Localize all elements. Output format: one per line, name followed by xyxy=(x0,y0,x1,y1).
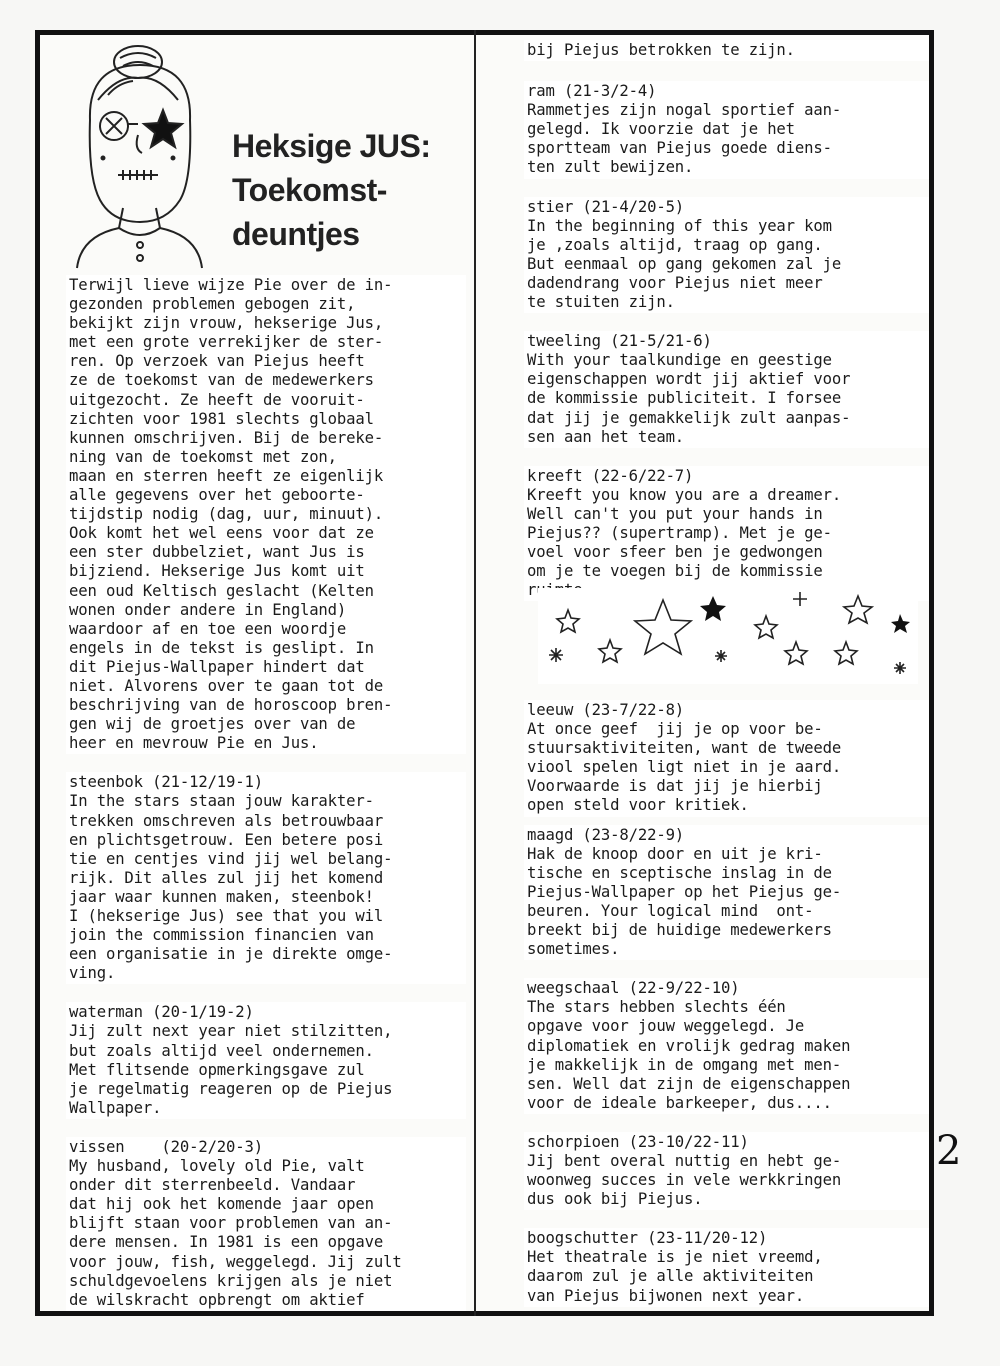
sign-title: stier (21-4/20-5) xyxy=(527,197,685,216)
heading-line-2: Toekomst- xyxy=(232,172,387,208)
right-horoscope-list-bottom xyxy=(524,700,929,1307)
sign-description: Kreeft you know you are a dreamer. Well can't you put your hands in Piejus?? (supertramp). Met je ge- voel voor sfeer ben je gedwongen om je te voegen bij de kommissie ruimte. xyxy=(527,485,842,600)
sign-description: Jij bent overal nuttig en hebt ge- woonweg succes in vele werkkringen dus ook bij Piejus. xyxy=(527,1151,842,1209)
horoscope-text xyxy=(524,1228,929,1306)
horoscope-entry xyxy=(524,978,929,1114)
horoscope-text xyxy=(524,1132,929,1210)
sign-title: schorpioen (23-10/22-11) xyxy=(527,1132,749,1151)
sign-description: My husband, lovely old Pie, valt onder dit sterrenbeeld. Vandaar dat hij ook het komende jaar open blijft staan voor problemen van an- dere mensen. In 1981 is een opgave voor jouw, fish, weggelegd. Jij zult schuldgevoelens krijgen als je niet de wilskracht opbrengt om aktief xyxy=(69,1157,402,1309)
heading-line-3: deuntjes xyxy=(232,216,360,252)
sign-description: With your taalkundige en geestige eigenschappen wordt jij aktief voor de kommissie publiciteit. I forsee dat jij je gemakkelijk zult aanpas- sen aan het team. xyxy=(527,351,851,446)
horoscope-text xyxy=(524,825,929,961)
horoscope-entry xyxy=(524,1228,929,1306)
article-heading xyxy=(232,124,431,256)
left-horoscope-list xyxy=(66,772,466,1310)
witch-portrait-illustration xyxy=(68,40,218,270)
horoscope-entry xyxy=(524,466,929,602)
sign-title: steenbok (21-12/19-1) xyxy=(69,773,264,792)
horoscope-text xyxy=(66,1002,466,1119)
sign-title: ram (21-3/2-4) xyxy=(527,82,657,101)
continued-text: bij Piejus betrokken te zijn. xyxy=(524,40,929,61)
horoscope-text xyxy=(524,331,929,448)
horoscope-entry xyxy=(524,331,929,448)
horoscope-text xyxy=(66,1137,466,1311)
sign-description: Hak de knoop door en uit je kri- tische en sceptische inslag in de Piejus-Wallpaper op het Piejus ge- beuren. Your logical mind ont- breekt bij de huidige medewerkers sometimes. xyxy=(527,844,842,959)
right-column xyxy=(524,40,929,601)
sign-title: tweeling (21-5/21-6) xyxy=(527,332,712,351)
intro-paragraph: Terwijl lieve wijze Pie over de in- gezonden problemen gebogen zit, bekijkt zijn vrouw, hekserige Jus, met een grote verrekijker de ster- ren. Op verzoek van Piejus heeft ze de toekomst van de medewerkers uitgezocht. Ze heeft de vooruit- zichten voor 1981 slechts globaal kunnen omschrijven. Bij de bereke- ning van de toekomst met zon, maan en sterren heeft ze eigenlijk alle gegevens over het geboorte- tijdstip nodig (dag, uur, minuut). Ook komt het wel eens voor dat ze een ster dubbelziet, want Jus is bijziend. Hekserige Jus komt uit een oud Keltisch geslacht (Kelten wonen onder andere in England) waardoor af en toe een woordje engels in de tekst is geslipt. In dit Piejus-Wallpaper hindert dat niet. Alvorens over te gaan tot de beschrijving van de horoscoop bren- gen wij de groetjes over van de heer en mevrouw Pie en Jus. xyxy=(66,275,466,754)
sign-description: In the beginning of this year kom je ,zoals altijd, traag op gang. But eenmaal op gang gekomen zal je dadendrang voor Piejus niet meer te stuiten zijn. xyxy=(527,216,842,312)
horoscope-entry xyxy=(524,700,929,817)
horoscope-entry xyxy=(66,1137,466,1311)
sign-description: Jij zult next year niet stilzitten, but zoals altijd veel ondernemen. Met flitsende opmerkingsgave zul je regelmatig reageren op de Piejus Wallpaper. xyxy=(69,1022,393,1117)
sign-title: vissen (20-2/20-3) xyxy=(69,1137,264,1156)
horoscope-entry xyxy=(524,825,929,961)
sign-description: Rammetjes zijn nogal sportief aan- gelegd. Ik voorzie dat je het sportteam van Piejus goede diens- ten zult bewijzen. xyxy=(527,101,842,177)
horoscope-text xyxy=(524,700,929,817)
heading-line-1: Heksige JUS: xyxy=(232,128,431,164)
horoscope-entry xyxy=(524,81,929,178)
sign-title: weegschaal (22-9/22-10) xyxy=(527,979,740,998)
column-divider xyxy=(474,30,476,1316)
horoscope-text xyxy=(66,772,466,984)
sign-description: The stars hebben slechts één opgave voor jouw weggelegd. Je diplomatiek en vrolijk gedrag maken je makkelijk in de omgang met men- sen. Well dat zijn de eigenschappen voor de ideale barkeeper, dus.... xyxy=(527,998,851,1112)
horoscope-text xyxy=(524,978,929,1114)
horoscope-text xyxy=(524,197,929,314)
sign-title: maagd (23-8/22-9) xyxy=(527,825,685,844)
horoscope-text xyxy=(524,81,929,178)
sign-title: kreeft (22-6/22-7) xyxy=(527,466,694,485)
sign-description: Het theatrale is je niet vreemd, daarom zul je alle aktiviteiten van Piejus bijwonen next year. xyxy=(527,1248,823,1305)
left-column xyxy=(66,275,466,1311)
page-number: 2 xyxy=(936,1128,962,1174)
sign-title: boogschutter (23-11/20-12) xyxy=(527,1229,768,1248)
sign-description: At once geef jij je op voor be- stuursaktiviteiten, want de tweede viool spelen ligt niet in je aard. Voorwaarde is dat jij je hierbij open steld voor kritiek. xyxy=(527,720,842,815)
horoscope-entry xyxy=(524,1132,929,1210)
sign-description: In the stars staan jouw karakter- trekken omschreven als betrouwbaar en plichtsgetrouw. Een betere posi tie en centjes vind jij wel belang- rijk. Dit alles zul jij het komend jaar waar kunnen maken, steenbok! I (hekserige Jus) see that you wil join the commission financien van een organisatie in je direkte omge- ving. xyxy=(69,792,393,983)
right-column-lower xyxy=(524,700,929,1307)
stars-doodle xyxy=(538,588,918,684)
sign-title: waterman (20-1/19-2) xyxy=(69,1003,254,1022)
sign-title: leeuw (23-7/22-8) xyxy=(527,701,685,719)
horoscope-entry xyxy=(66,772,466,984)
horoscope-entry xyxy=(524,197,929,314)
horoscope-text xyxy=(524,466,929,602)
right-horoscope-list-top xyxy=(524,81,929,601)
horoscope-entry xyxy=(66,1002,466,1119)
